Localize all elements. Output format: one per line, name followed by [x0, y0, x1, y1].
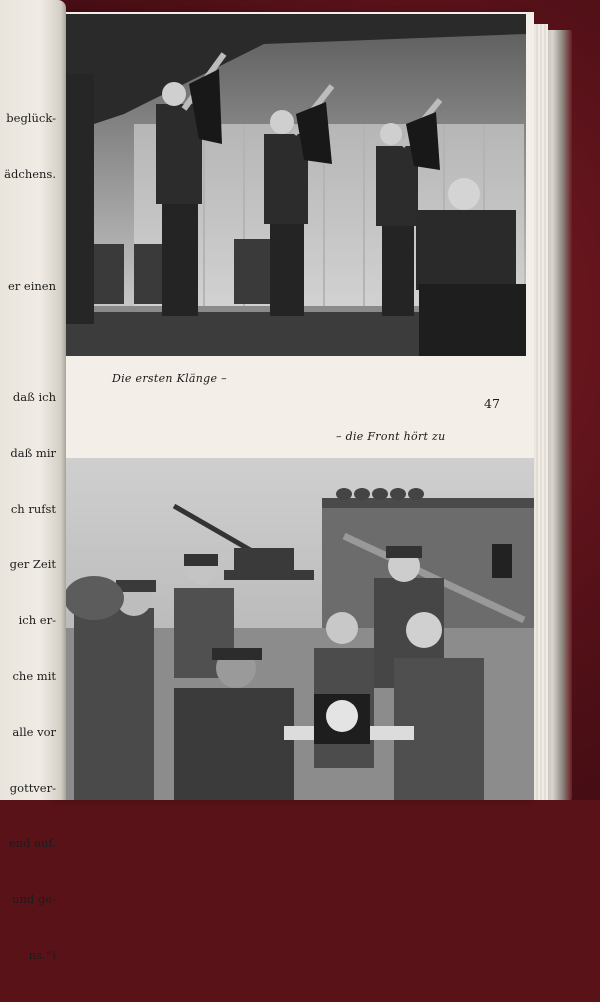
left-line: daß mir	[10, 445, 56, 460]
left-line: ch rufst	[10, 501, 56, 516]
left-line: daß ich	[12, 390, 56, 405]
left-line: ädchens.	[4, 166, 56, 181]
left-line: ich er-	[18, 613, 56, 628]
left-line: end auf.	[9, 836, 56, 851]
left-line: che mit	[12, 669, 56, 683]
page-number: 47	[484, 396, 500, 411]
left-line	[4, 332, 56, 351]
left-line: alle vor	[12, 724, 56, 739]
left-line: ns.“)	[28, 947, 56, 962]
photo-soldiers-radio	[64, 458, 534, 800]
left-line	[4, 221, 56, 240]
caption-top: Die ersten Klänge –	[112, 372, 227, 385]
left-line: er einen	[7, 278, 56, 293]
left-line: ger Zeit	[9, 557, 56, 572]
left-line: gottver-	[9, 780, 56, 795]
photo-trumpeters	[64, 14, 526, 356]
caption-bottom: – die Front hört zu	[336, 430, 446, 443]
left-line: und ge-	[12, 892, 56, 907]
left-line: beglück-	[6, 111, 56, 126]
book-page	[56, 12, 534, 800]
left-page-text	[4, 72, 56, 1002]
left-page-edge	[0, 0, 66, 962]
